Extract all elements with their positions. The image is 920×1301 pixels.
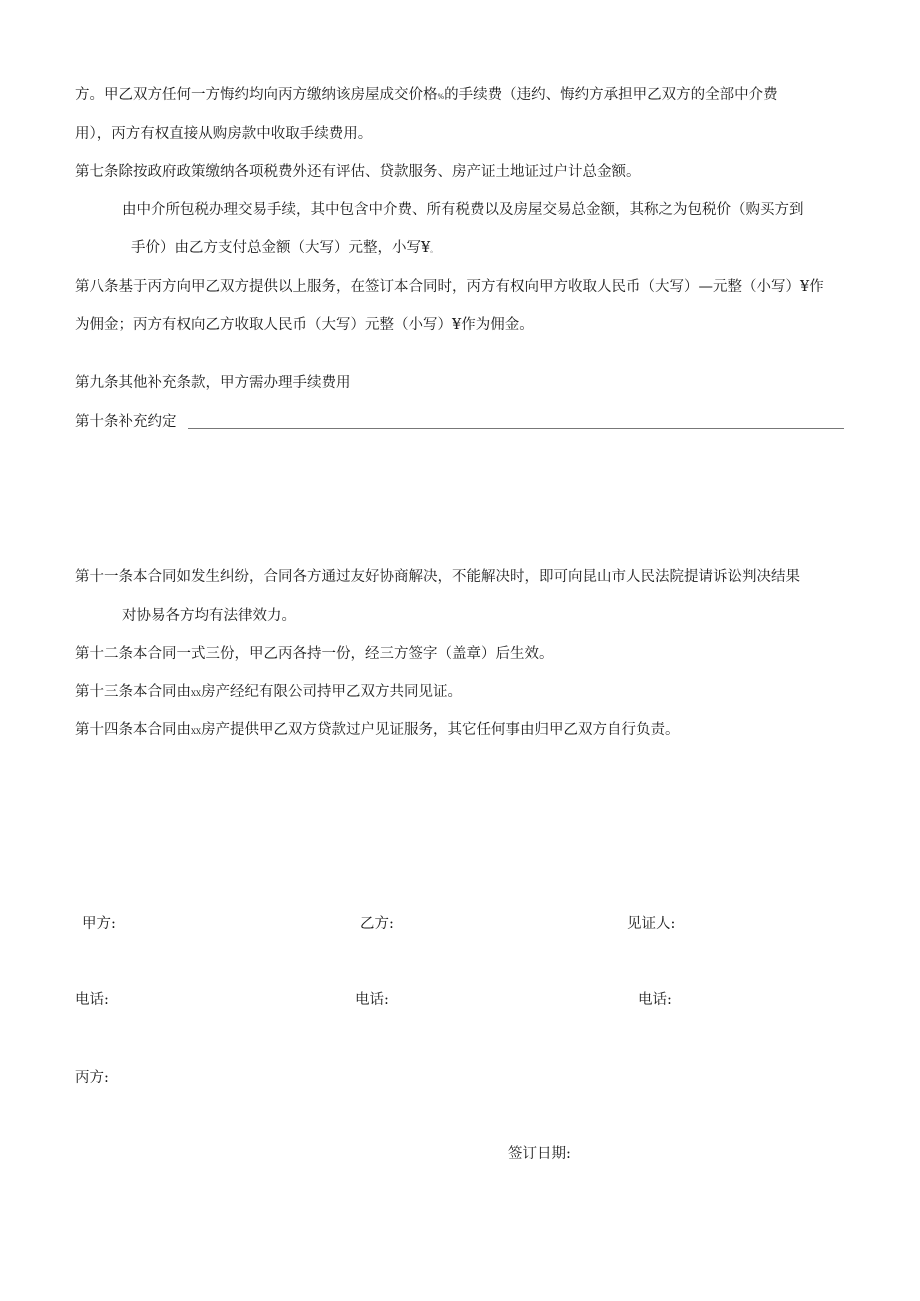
article-7-paragraph-line-1: 由中介所包税办理交易手续，其中包含中介费、所有税费以及房屋交易总金额，其称之为包税价（购买方到 [122, 202, 804, 218]
article-14-text-b: 房产提供甲乙双方贷款过户见证服务，其它任何事由归甲乙双方自行负责。 [200, 722, 680, 738]
clause-continuation-line-1 [75, 88, 778, 103]
article-11-line-2: 对协易各方均有法律效力。 [122, 608, 296, 624]
article-10: 第十条补充约定 [75, 414, 177, 430]
party-b-phone-label: 电话: [355, 992, 389, 1008]
article-14 [75, 723, 679, 738]
article-8-line-2: 为佣金；丙方有权向乙方收取人民币（大写）元整（小写）¥作为佣金。 [75, 317, 534, 333]
article-13-text-b: 房产经纪有限公司持甲乙双方共同见证。 [200, 684, 462, 700]
article-12: 第十二条本合同一式三份，甲乙丙各持一份，经三方签字（盖章）后生效。 [75, 646, 554, 662]
article-14-placeholder-mark: XX [191, 728, 201, 736]
party-c-label: 丙方: [75, 1070, 109, 1086]
clause-continuation-text-b: 的手续费（违约、悔约方承担甲乙双方的全部中介费 [444, 87, 778, 103]
clause-continuation-text-a: 方。甲乙双方任何一方悔约均向丙方缴纳该房屋成交价格 [75, 87, 438, 103]
party-a-phone-label: 电话: [75, 992, 109, 1008]
article-7-paragraph-line-2 [131, 241, 437, 256]
party-a-label: 甲方: [82, 916, 116, 932]
article-13-placeholder-mark: XX [191, 690, 201, 698]
witness-label: 见证人: [627, 916, 676, 932]
article-14-text-a: 第十四条本合同由 [75, 722, 191, 738]
article-13 [75, 685, 462, 700]
witness-phone-label: 电话: [638, 992, 672, 1008]
article-7-paragraph-text: 手价）由乙方支付总金额（大写）元整，小写¥ [131, 240, 431, 256]
clause-continuation-line-2: 用），丙方有权直接从购房款中收取手续费用。 [75, 126, 373, 142]
article-8-line-1: 第八条基于丙方向甲乙双方提供以上服务，在签订本合同时，丙方有权向甲方收取人民币（大写）—元整（小写）¥作 [75, 279, 824, 295]
percent-mark: % [437, 93, 445, 101]
article-7-small-mark: 。 [430, 246, 438, 254]
article-7: 第七条除按政府政策缴纳各项税费外还有评估、贷款服务、房产证土地证过户计总金额。 [75, 164, 641, 180]
supplementary-agreement-blank-line[interactable] [188, 428, 844, 429]
article-9: 第九条其他补充条款，甲方需办理手续费用 [75, 375, 351, 391]
article-13-text-a: 第十三条本合同由 [75, 684, 191, 700]
party-b-label: 乙方: [360, 916, 394, 932]
sign-date-label: 签订日期: [508, 1146, 571, 1162]
article-11-line-1: 第十一条本合同如发生纠纷，合同各方通过友好协商解决，不能解决时，即可向昆山市人民法院提请诉讼判决结果 [75, 569, 800, 585]
